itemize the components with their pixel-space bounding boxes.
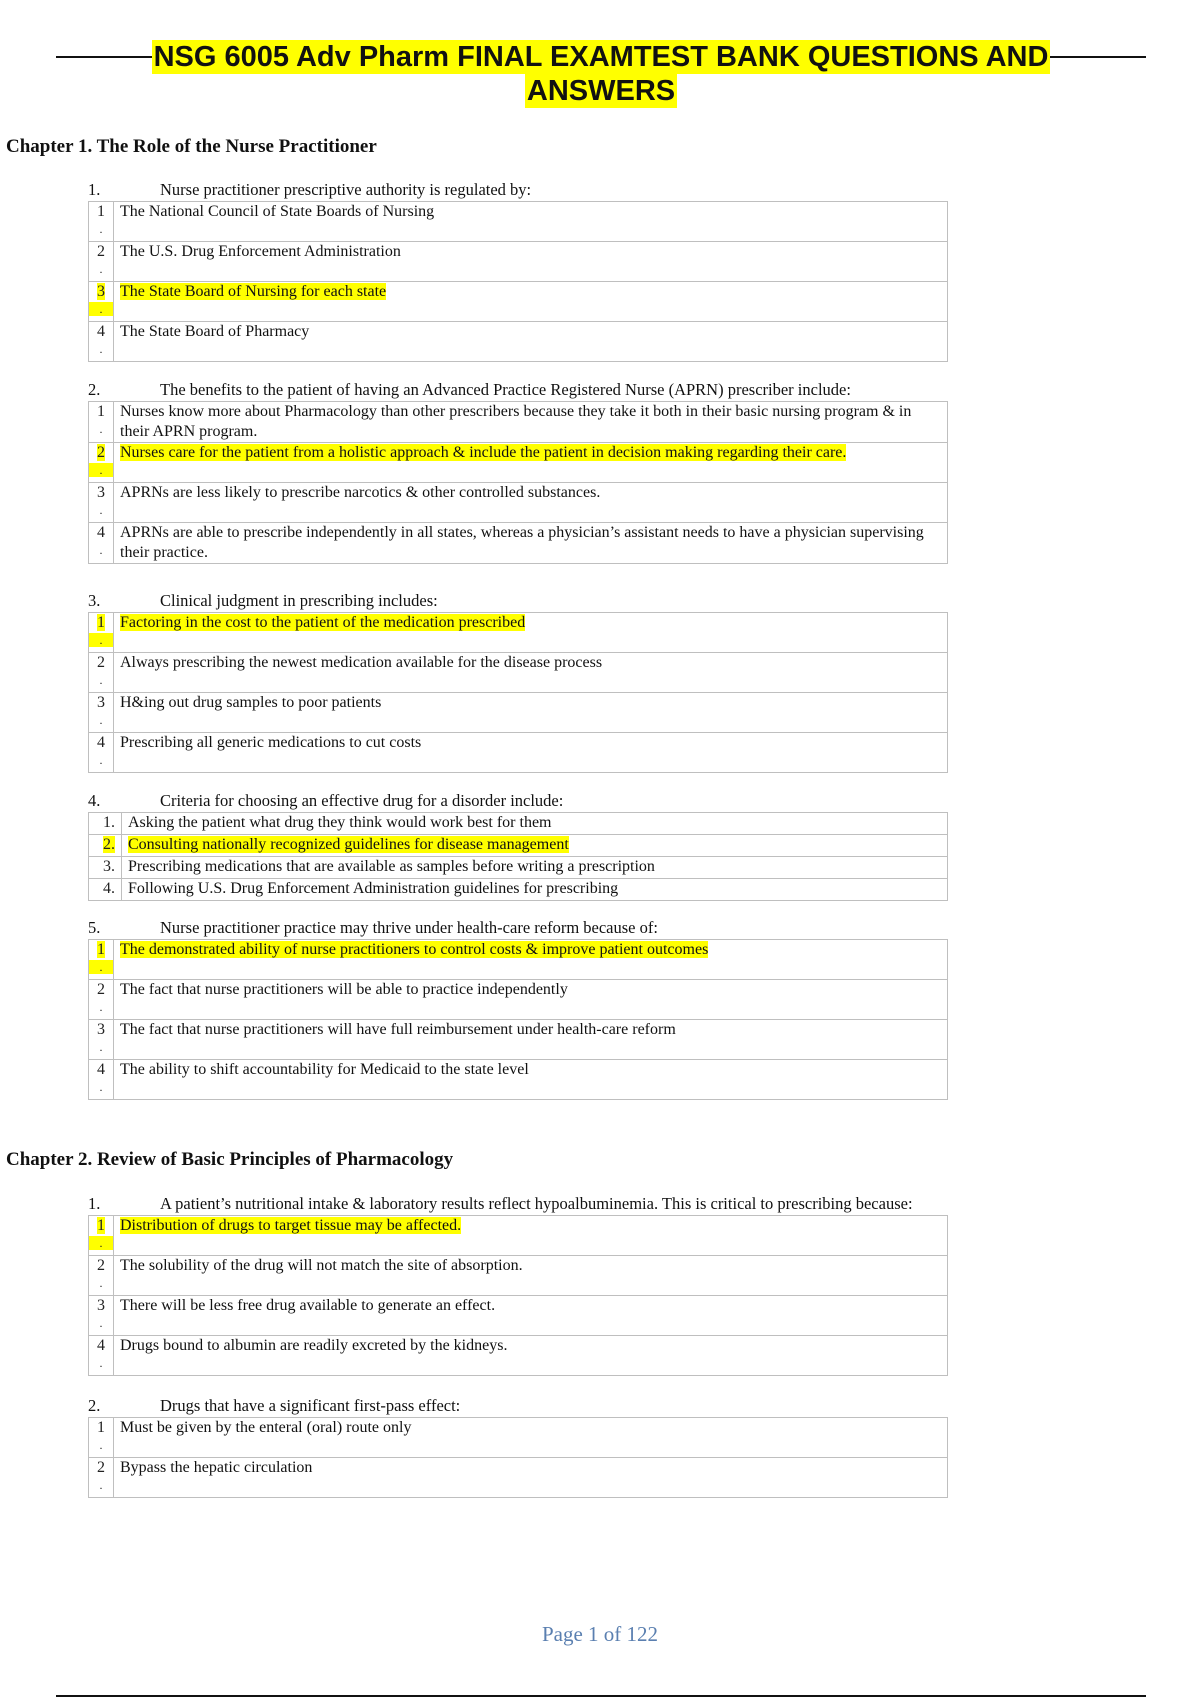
question-stem xyxy=(88,379,1158,401)
correct-answer-text: Distribution of drugs to target tissue may be affected. xyxy=(120,1217,462,1234)
answer-option-text: Drugs bound to albumin are readily excreted by the kidneys. xyxy=(120,1337,508,1354)
question-text: A patient’s nutritional intake & laboratory results reflect hypoalbuminemia. This is critical to prescribing because: xyxy=(160,1194,913,1213)
answer-option-number-dot: . xyxy=(99,422,103,436)
question-text: The benefits to the patient of having an Advanced Practice Registered Nurse (APRN) prescriber include: xyxy=(160,380,851,399)
answer-option-text: Nurses know more about Pharmacology than other prescribers because they take it both in their basic nursing program & in their APRN program. xyxy=(120,403,912,440)
answer-option-number: 2 xyxy=(97,444,105,461)
answer-option-text: APRNs are able to prescribe independently in all states, whereas a physician’s assistant needs to have a physician supervising their practice. xyxy=(120,524,924,561)
answer-option-number-cell xyxy=(89,282,114,322)
correct-answer-cell xyxy=(122,835,948,857)
answer-option-number-dot: . xyxy=(99,713,103,727)
answer-option-number: 3 xyxy=(97,1021,105,1038)
answer-option-cell xyxy=(114,1336,948,1376)
question-1-1 xyxy=(88,179,1158,362)
answer-option-number-cell xyxy=(89,443,114,483)
answer-option-number: 4. xyxy=(103,880,115,897)
answer-option-row xyxy=(89,1020,948,1060)
answer-option-number: 3 xyxy=(97,283,105,300)
chapter-2-heading: Chapter 2. Review of Basic Principles of Pharmacology xyxy=(6,1149,454,1170)
answer-option-row xyxy=(89,483,948,523)
question-number: 5. xyxy=(88,918,101,937)
answer-option-number-dot: . xyxy=(99,1438,103,1452)
title-rule-right xyxy=(1050,56,1146,58)
answer-option-text: H&ing out drug samples to poor patients xyxy=(120,694,382,711)
answer-option-number-dot: . xyxy=(99,1316,103,1330)
answer-option-number: 4 xyxy=(97,524,105,541)
answer-option-text: Must be given by the enteral (oral) route only xyxy=(120,1419,412,1436)
correct-answer-cell xyxy=(114,443,948,483)
answer-option-number: 1 xyxy=(97,403,105,420)
answer-option-cell xyxy=(114,1458,948,1498)
answer-option-row xyxy=(89,940,948,980)
answer-option-number-dot: . xyxy=(99,503,103,517)
answer-option-text: The fact that nurse practitioners will have full reimbursement under health-care reform xyxy=(120,1021,676,1038)
question-stem xyxy=(88,790,1158,812)
answer-option-number: 1 xyxy=(97,1217,105,1234)
answer-options-table xyxy=(88,812,948,901)
answer-options-table xyxy=(88,201,948,362)
answer-option-number: 3 xyxy=(97,1297,105,1314)
answer-option-number-cell xyxy=(89,242,114,282)
answer-option-number-dot: . xyxy=(99,543,103,557)
footer-rule xyxy=(56,1695,1146,1697)
answer-option-text: The fact that nurse practitioners will be able to practice independently xyxy=(120,981,568,998)
answer-option-number-cell xyxy=(89,523,114,564)
answer-option-cell xyxy=(122,879,948,901)
answer-option-number-cell xyxy=(89,1060,114,1100)
answer-option-text: Following U.S. Drug Enforcement Administration guidelines for prescribing xyxy=(128,880,619,897)
question-stem xyxy=(88,1395,1158,1417)
question-1-3 xyxy=(88,590,1158,773)
question-number: 3. xyxy=(88,591,101,610)
answer-option-number: 3 xyxy=(97,694,105,711)
answer-option-number: 3 xyxy=(97,484,105,501)
answer-option-number-dot: . xyxy=(89,633,113,647)
question-text: Nurse practitioner practice may thrive under health-care reform because of: xyxy=(160,918,658,937)
answer-option-text: Bypass the hepatic circulation xyxy=(120,1459,313,1476)
question-stem xyxy=(88,179,1158,201)
answer-option-row xyxy=(89,1336,948,1376)
answer-option-cell xyxy=(114,1418,948,1458)
answer-option-number-cell xyxy=(89,1216,114,1256)
answer-option-row xyxy=(89,1458,948,1498)
question-number: 1. xyxy=(88,1194,101,1213)
correct-answer-cell xyxy=(114,613,948,653)
answer-option-text: Always prescribing the newest medication available for the disease process xyxy=(120,654,603,671)
answer-option-cell xyxy=(114,733,948,773)
answer-option-number: 3. xyxy=(103,858,115,875)
answer-option-number-cell xyxy=(89,483,114,523)
correct-answer-cell xyxy=(114,282,948,322)
answer-option-row xyxy=(89,857,948,879)
answer-option-number-cell xyxy=(89,322,114,362)
question-number: 2. xyxy=(88,1396,101,1415)
answer-option-number: 1 xyxy=(97,203,105,220)
answer-option-number-cell xyxy=(89,202,114,242)
answer-option-number-cell xyxy=(89,613,114,653)
answer-option-cell xyxy=(114,693,948,733)
answer-option-row xyxy=(89,1216,948,1256)
answer-option-row xyxy=(89,835,948,857)
answer-option-row xyxy=(89,282,948,322)
answer-option-text: Asking the patient what drug they think would work best for them xyxy=(128,814,552,831)
answer-options-table xyxy=(88,401,948,564)
page-number: Page 1 of 122 xyxy=(541,1622,659,1646)
question-stem xyxy=(88,917,1158,939)
answer-option-number-dot: . xyxy=(89,960,113,974)
answer-option-row xyxy=(89,1256,948,1296)
answer-option-number-cell xyxy=(89,653,114,693)
answer-option-number: 2 xyxy=(97,1257,105,1274)
answer-options-table xyxy=(88,1215,948,1376)
answer-option-row xyxy=(89,693,948,733)
answer-option-number-cell xyxy=(89,1020,114,1060)
answer-option-row xyxy=(89,613,948,653)
answer-option-row xyxy=(89,980,948,1020)
answer-option-row xyxy=(89,733,948,773)
answer-option-cell xyxy=(114,1256,948,1296)
answer-option-text: The solubility of the drug will not match the site of absorption. xyxy=(120,1257,523,1274)
answer-option-cell xyxy=(114,322,948,362)
answer-option-cell xyxy=(114,242,948,282)
answer-option-number-cell xyxy=(89,980,114,1020)
answer-option-cell xyxy=(114,1020,948,1060)
answer-option-number-dot: . xyxy=(99,1040,103,1054)
answer-option-number: 4 xyxy=(97,1061,105,1078)
answer-option-text: The National Council of State Boards of Nursing xyxy=(120,203,435,220)
answer-option-number: 1 xyxy=(97,614,105,631)
question-2-2 xyxy=(88,1395,1158,1498)
answer-option-row xyxy=(89,1418,948,1458)
answer-option-text: The State Board of Pharmacy xyxy=(120,323,310,340)
answer-option-number-dot: . xyxy=(89,463,113,477)
answer-option-row xyxy=(89,813,948,835)
answer-option-cell xyxy=(122,813,948,835)
answer-option-number-cell xyxy=(89,733,114,773)
answer-option-number: 2 xyxy=(97,981,105,998)
answer-option-number-cell xyxy=(89,1336,114,1376)
chapter-1-heading: Chapter 1. The Role of the Nurse Practitioner xyxy=(6,136,377,157)
answer-option-cell xyxy=(114,1060,948,1100)
answer-option-row xyxy=(89,443,948,483)
answer-option-number: 1 xyxy=(97,941,105,958)
answer-option-number: 4 xyxy=(97,323,105,340)
answer-option-text: The U.S. Drug Enforcement Administration xyxy=(120,243,401,260)
answer-option-text: The ability to shift accountability for Medicaid to the state level xyxy=(120,1061,529,1078)
question-1-5 xyxy=(88,917,1158,1100)
answer-option-number: 1 xyxy=(97,1419,105,1436)
answer-option-number: 4 xyxy=(97,734,105,751)
answer-option-row xyxy=(89,402,948,443)
title-line-1: NSG 6005 Adv Pharm FINAL EXAMTEST BANK QUESTIONS AND xyxy=(153,41,1049,73)
answer-option-number-dot: . xyxy=(89,1236,113,1250)
answer-option-number-dot: . xyxy=(99,673,103,687)
title-rule-left xyxy=(56,56,152,58)
question-stem xyxy=(88,590,1158,612)
answer-option-cell xyxy=(114,202,948,242)
answer-option-number: 4 xyxy=(97,1337,105,1354)
question-text: Nurse practitioner prescriptive authority is regulated by: xyxy=(160,180,532,199)
answer-option-number-dot: . xyxy=(99,262,103,276)
answer-option-cell xyxy=(114,523,948,564)
document-title xyxy=(56,40,1146,108)
answer-option-number-dot: . xyxy=(99,1356,103,1370)
answer-option-number-cell xyxy=(89,693,114,733)
answer-options-table xyxy=(88,1417,948,1498)
correct-answer-text: The demonstrated ability of nurse practitioners to control costs & improve patient outcomes xyxy=(120,941,709,958)
question-2-1 xyxy=(88,1193,1158,1376)
question-number: 1. xyxy=(88,180,101,199)
question-number: 4. xyxy=(88,791,101,810)
answer-option-text: Prescribing all generic medications to cut costs xyxy=(120,734,422,751)
answer-option-cell xyxy=(114,653,948,693)
correct-answer-cell xyxy=(114,940,948,980)
answer-option-number-cell xyxy=(89,1296,114,1336)
answer-option-number-dot: . xyxy=(99,1000,103,1014)
correct-answer-text: Factoring in the cost to the patient of the medication prescribed xyxy=(120,614,526,631)
question-text: Clinical judgment in prescribing includes: xyxy=(160,591,438,610)
answer-option-row xyxy=(89,1060,948,1100)
answer-option-number-cell xyxy=(89,1458,114,1498)
answer-option-row xyxy=(89,879,948,901)
answer-option-text: Prescribing medications that are available as samples before writing a prescription xyxy=(128,858,655,875)
answer-option-number-cell xyxy=(89,402,114,443)
answer-option-number-cell xyxy=(89,1256,114,1296)
answer-option-number-cell xyxy=(89,940,114,980)
answer-option-number-dot: . xyxy=(99,1080,103,1094)
question-1-2 xyxy=(88,379,1158,564)
answer-option-text: There will be less free drug available to generate an effect. xyxy=(120,1297,496,1314)
answer-option-number-cell xyxy=(89,857,122,879)
answer-option-number-cell xyxy=(89,835,122,857)
answer-option-row xyxy=(89,202,948,242)
question-text: Criteria for choosing an effective drug for a disorder include: xyxy=(160,791,564,810)
answer-option-number: 1. xyxy=(103,814,115,831)
correct-answer-cell xyxy=(114,1216,948,1256)
answer-option-number-dot: . xyxy=(99,1276,103,1290)
correct-answer-text: Consulting nationally recognized guidelines for disease management xyxy=(128,836,569,853)
answer-option-number: 2 xyxy=(97,1459,105,1476)
answer-option-number-cell xyxy=(89,879,122,901)
answer-option-number-dot: . xyxy=(99,222,103,236)
answer-option-number-cell xyxy=(89,1418,114,1458)
answer-option-number: 2 xyxy=(97,654,105,671)
answer-option-number-dot: . xyxy=(99,753,103,767)
answer-option-number-cell xyxy=(89,813,122,835)
correct-answer-text: The State Board of Nursing for each state xyxy=(120,283,387,300)
answer-option-row xyxy=(89,322,948,362)
answer-option-row xyxy=(89,1296,948,1336)
question-number: 2. xyxy=(88,380,101,399)
answer-option-text: APRNs are less likely to prescribe narcotics & other controlled substances. xyxy=(120,484,601,501)
answer-option-row xyxy=(89,242,948,282)
answer-option-number-dot: . xyxy=(99,1478,103,1492)
answer-options-table xyxy=(88,939,948,1100)
title-line-2: ANSWERS xyxy=(526,75,676,107)
answer-option-number: 2 xyxy=(97,243,105,260)
answer-option-number: 2. xyxy=(103,836,115,853)
question-text: Drugs that have a significant first-pass effect: xyxy=(160,1396,461,1415)
answer-option-cell xyxy=(114,980,948,1020)
question-1-4 xyxy=(88,790,1158,901)
answer-option-cell xyxy=(122,857,948,879)
answer-option-row xyxy=(89,653,948,693)
answer-option-cell xyxy=(114,1296,948,1336)
answer-option-number-dot: . xyxy=(89,302,113,316)
correct-answer-text: Nurses care for the patient from a holistic approach & include the patient in decision making regarding their care. xyxy=(120,444,847,461)
answer-option-cell xyxy=(114,402,948,443)
answer-option-row xyxy=(89,523,948,564)
answer-option-cell xyxy=(114,483,948,523)
answer-option-number-dot: . xyxy=(99,342,103,356)
answer-options-table xyxy=(88,612,948,773)
question-stem xyxy=(88,1193,1158,1215)
